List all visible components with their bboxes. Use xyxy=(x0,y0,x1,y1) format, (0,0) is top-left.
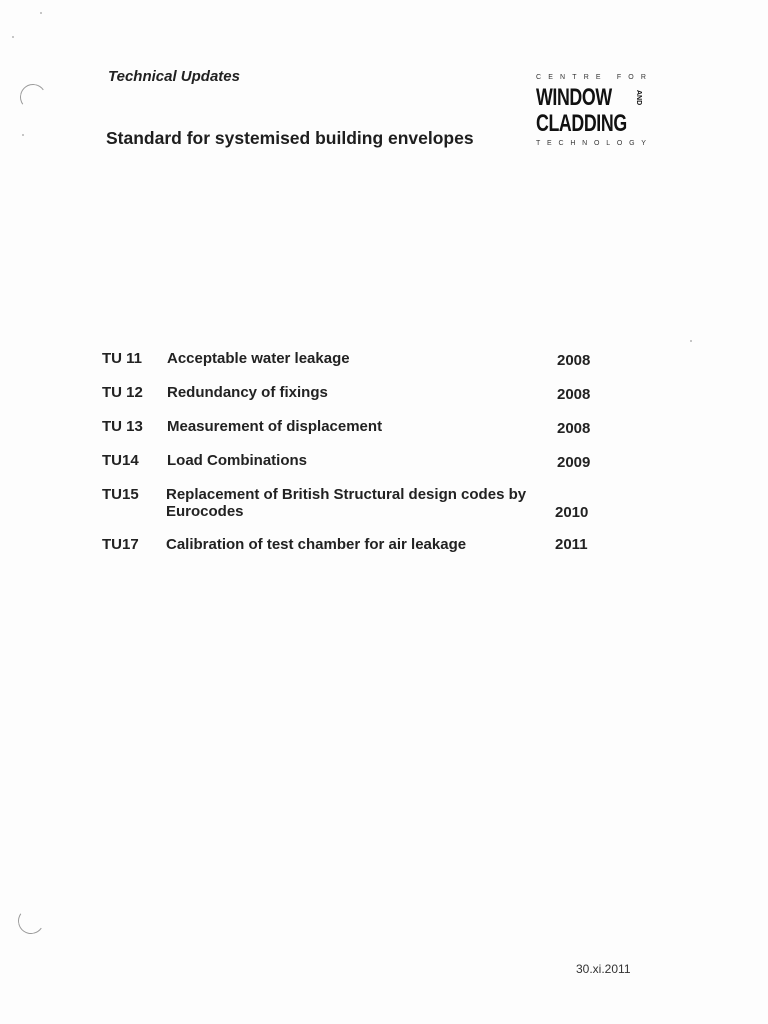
document-date: 30.xi.2011 xyxy=(576,962,631,976)
update-code: TU 11 xyxy=(102,350,143,367)
scan-speck xyxy=(40,12,42,14)
scan-speck xyxy=(690,340,692,342)
scan-speck xyxy=(22,134,24,136)
update-title: Load Combinations xyxy=(167,452,307,469)
logo-line-cladding: CLADDING xyxy=(536,110,627,137)
update-year: 2011 xyxy=(555,536,588,553)
update-code: TU15 xyxy=(102,486,139,503)
logo-line-window: WINDOW xyxy=(536,84,612,111)
update-code: TU 13 xyxy=(102,418,143,435)
update-title: Measurement of displacement xyxy=(167,418,383,435)
section-label: Technical Updates xyxy=(108,68,240,85)
logo-top-line: C E N T R E F O R xyxy=(536,74,646,81)
logo-connector: AND xyxy=(635,90,642,106)
update-title: Calibration of test chamber for air leakage xyxy=(166,536,467,553)
update-title: Redundancy of fixings xyxy=(167,384,328,401)
update-code: TU14 xyxy=(102,452,139,469)
update-code: TU 12 xyxy=(102,384,143,401)
logo-bottom-line: T E C H N O L O G Y xyxy=(536,140,646,147)
update-year: 2008 xyxy=(557,352,591,369)
update-year: 2008 xyxy=(557,420,591,437)
page-title: Standard for systemised building envelopes xyxy=(106,128,474,148)
update-year: 2009 xyxy=(557,454,591,471)
update-title: Replacement of British Structural design codes by Eurocodes xyxy=(166,486,527,520)
update-year: 2010 xyxy=(555,504,589,521)
punch-hole-mark-icon xyxy=(18,82,48,112)
cwct-logo xyxy=(536,74,648,154)
update-year: 2008 xyxy=(557,386,591,403)
punch-hole-mark-icon xyxy=(16,906,46,936)
update-code: TU17 xyxy=(102,536,139,553)
scan-speck xyxy=(12,36,14,38)
update-title: Acceptable water leakage xyxy=(167,350,350,367)
